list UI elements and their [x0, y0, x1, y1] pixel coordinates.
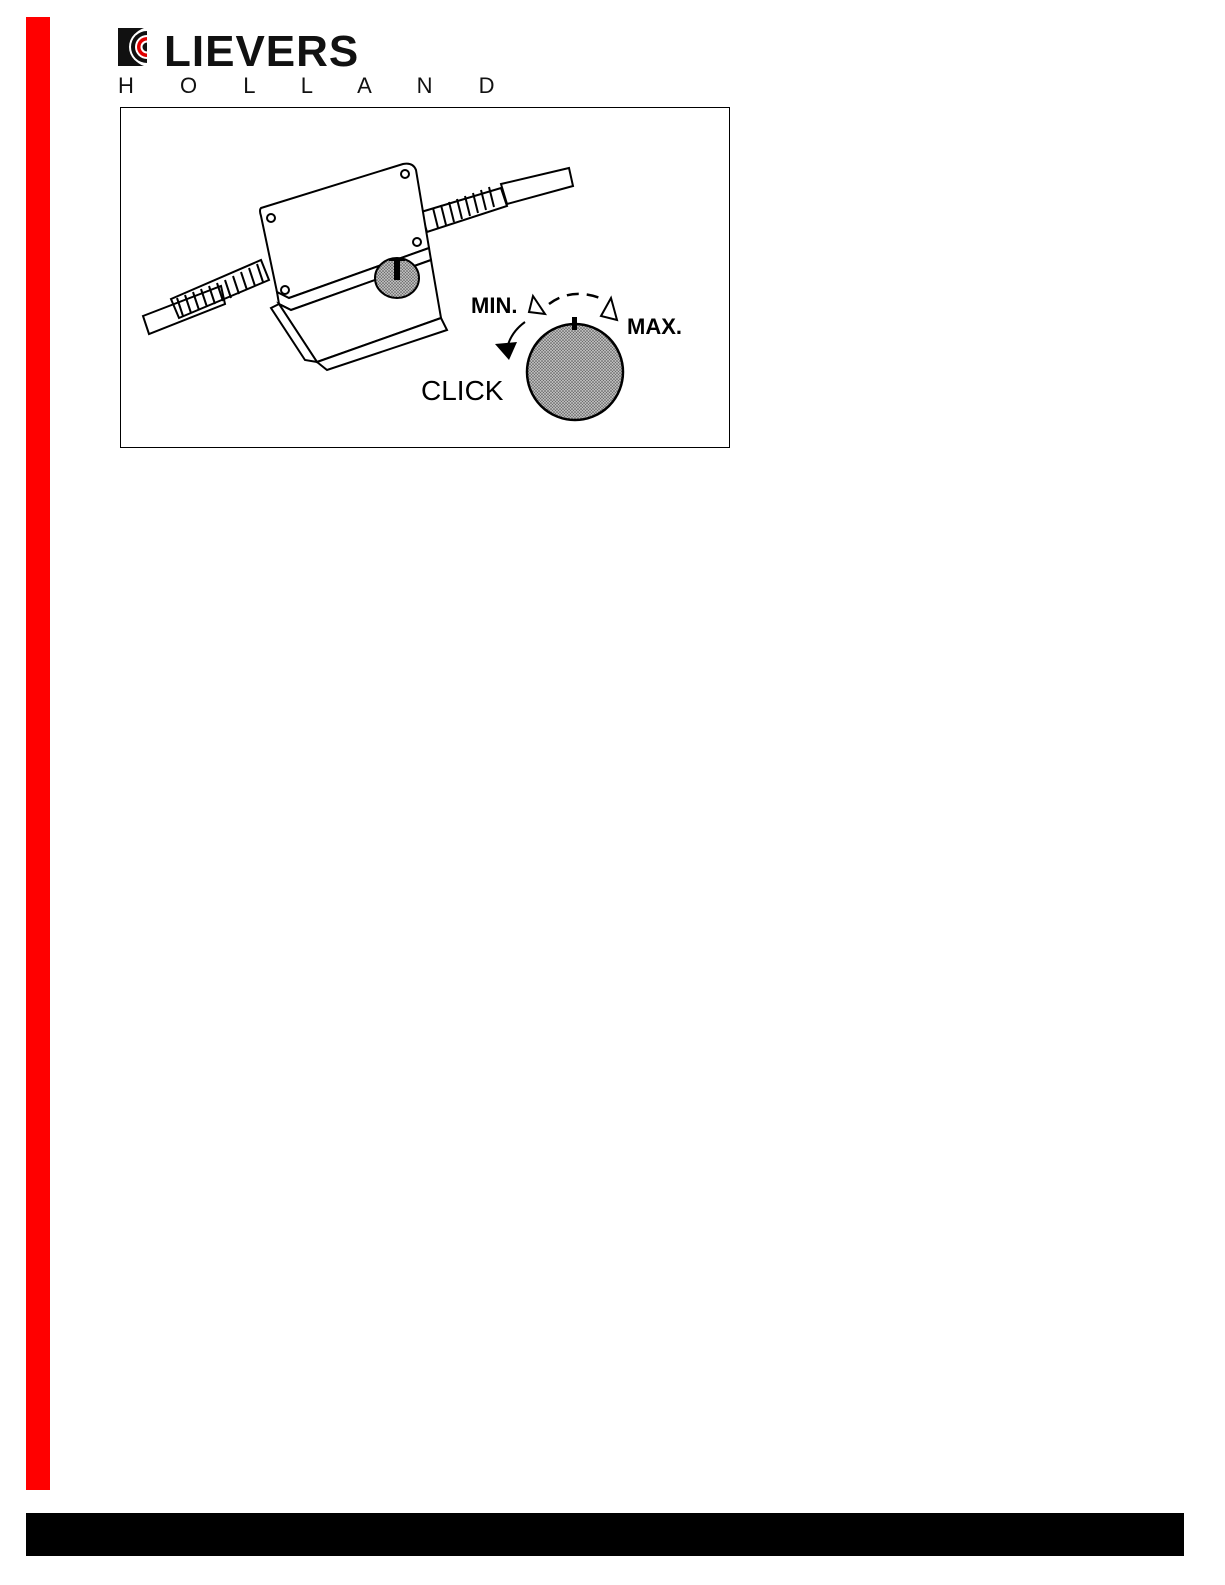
logo-graphic	[116, 20, 515, 98]
control-box-illustration	[120, 107, 730, 448]
screw-icon	[413, 238, 421, 246]
counterclockwise-arrow-icon	[495, 322, 525, 360]
left-cable	[143, 260, 269, 334]
logo-subtitle-text: H O L L A N D	[118, 73, 515, 98]
left-red-margin-bar	[26, 17, 50, 1490]
click-label: CLICK	[421, 375, 504, 406]
illustration-drawing	[121, 108, 729, 447]
footer-black-bar	[26, 1513, 1184, 1556]
dial-knob	[527, 317, 623, 420]
screw-icon	[401, 170, 409, 178]
max-marker-icon	[601, 298, 617, 320]
control-box	[260, 164, 447, 370]
screw-icon	[267, 214, 275, 222]
lievers-holland-logo	[116, 20, 515, 98]
min-marker-icon	[529, 296, 545, 314]
dial-range-arc	[549, 294, 605, 304]
max-label: MAX.	[627, 314, 682, 339]
screw-icon	[281, 286, 289, 294]
right-cable	[421, 168, 573, 232]
box-knob	[375, 258, 419, 298]
min-label: MIN.	[471, 293, 518, 318]
logo-brand-text: LIEVERS	[164, 27, 360, 76]
logo-mark-icon	[118, 27, 169, 67]
